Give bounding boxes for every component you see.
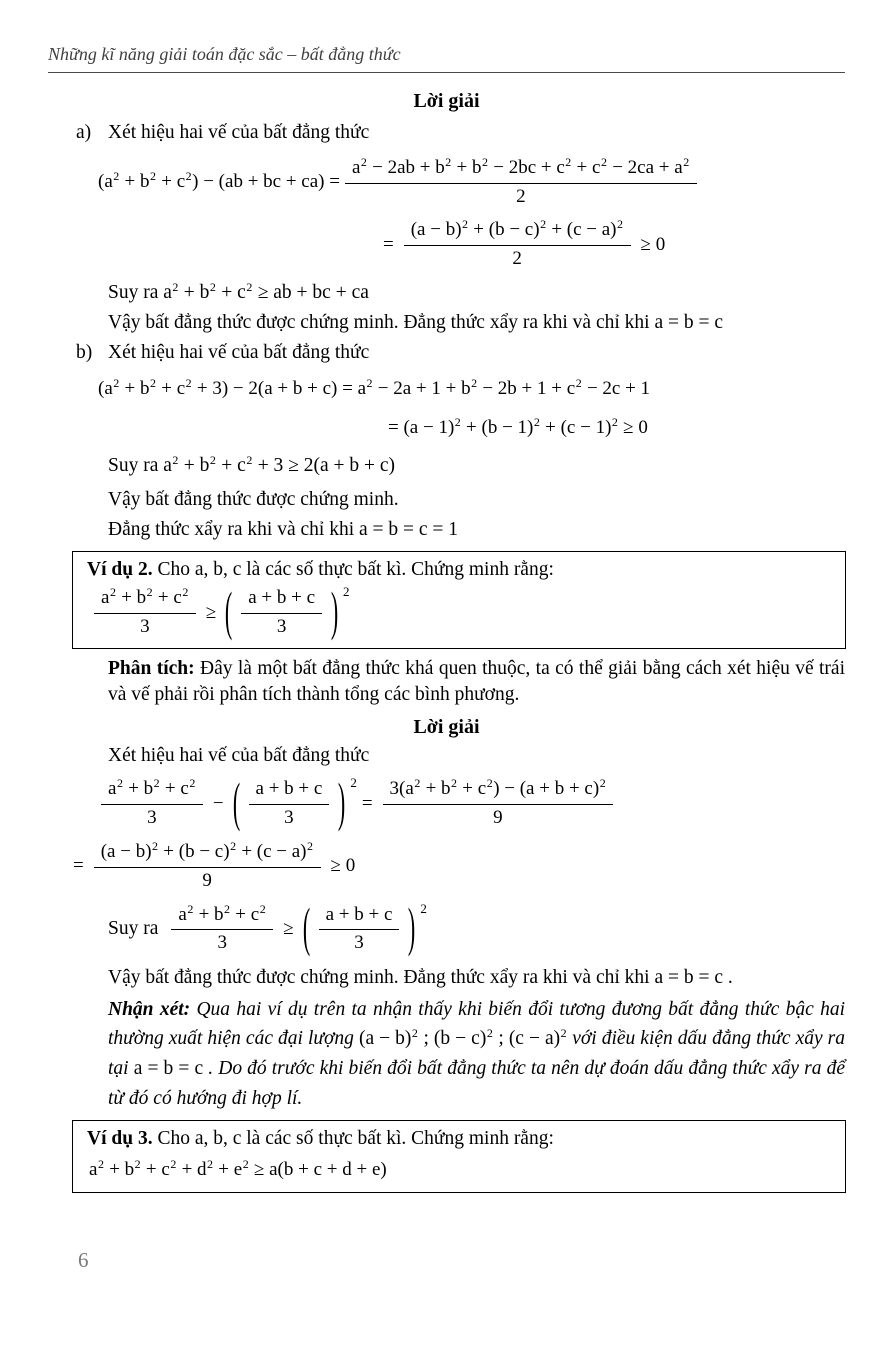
list-item-b xyxy=(48,340,845,367)
close-paren: ) xyxy=(330,580,339,642)
numerator: $a^2 - 2ab + b^2 + b^2 - 2bc + c^2 + c^2 - 2ca + a^2$ xyxy=(351,154,690,178)
remark-paragraph xyxy=(108,995,845,1114)
open-paren: ( xyxy=(232,771,240,834)
suyra-a-line: Suy ra $a^2 + b^2 + c^2$ ≥ ab + bc + ca xyxy=(108,279,369,303)
equation-a1 xyxy=(98,156,845,209)
denominator: 3 xyxy=(319,929,400,955)
analysis-paragraph xyxy=(108,656,845,709)
equals-sign: = xyxy=(73,855,84,877)
fraction xyxy=(319,903,400,956)
denominator: 3 xyxy=(249,804,330,830)
remark-text-2: với điều kiện dấu đẳng thức xẩy ra tại xyxy=(108,1028,846,1080)
conclusion-b1-line: Vậy bất đẳng thức được chứng minh. xyxy=(108,488,399,510)
example3-text: Cho a, b, c là các số thực bất kì. Chứng minh rằng: xyxy=(152,1128,554,1150)
equation-c2 xyxy=(68,840,845,893)
denominator: 3 xyxy=(171,929,273,955)
remark-math-2: a = b = c xyxy=(133,1058,204,1080)
numerator: $a^2 + b^2 + c^2$ xyxy=(178,901,266,925)
conclusion-c-line: Vậy bất đẳng thức được chứng minh. Đẳng thức xẩy ra khi và chỉ khi a = b = c . xyxy=(108,967,733,989)
numerator: a + b + c xyxy=(248,587,316,609)
example2-text: Cho a, b, c là các số thực bất kì. Chứng minh rằng: xyxy=(152,558,554,580)
minus-sign: − xyxy=(212,792,224,814)
running-header-title: Những kĩ năng giải toán đặc sắc – bất đẳng thức xyxy=(48,44,401,64)
inequality-tail: ≥ 0 xyxy=(640,233,666,255)
inequality-tail: ≥ 0 xyxy=(330,855,356,877)
geq-sign: ≥ xyxy=(205,601,217,623)
example3-statement xyxy=(87,1126,831,1153)
numerator: $a^2 + b^2 + c^2$ xyxy=(108,776,196,800)
list-item-a xyxy=(48,120,845,147)
running-header xyxy=(48,44,845,73)
solution1-title: Lời giải xyxy=(413,90,480,112)
conclusion-a-line: Vậy bất đẳng thức được chứng minh. Đẳng thức xẩy ra khi và chỉ khi a = b = c xyxy=(108,312,724,334)
item-b-label: b) xyxy=(76,341,93,363)
open-paren: ( xyxy=(225,580,233,642)
page-content xyxy=(48,86,845,1193)
item-b-text: Xét hiệu hai vế của bất đẳng thức xyxy=(108,341,370,363)
equation-a2 xyxy=(378,218,845,271)
example3-box xyxy=(72,1120,846,1192)
remark-text-1: Qua hai ví dụ trên ta nhận thấy khi biến đổi tương đương bất đẳng thức bậc hai thường xuất hiện các đại lượng xyxy=(108,998,845,1050)
exponent: 2 xyxy=(420,900,427,916)
example3-label: Ví dụ 3. xyxy=(87,1128,153,1150)
denominator: 2 xyxy=(404,245,631,271)
suyra-label: Suy ra xyxy=(108,917,159,939)
equation-a1-lhs: $(a^2 + b^2 + c^2) - (ab$ + bc + ca) = xyxy=(98,169,340,193)
equals-sign: = xyxy=(361,792,373,814)
equation-c3 xyxy=(108,897,845,959)
equation-b2: = $(a - 1)^2 + (b - 1)^2 + (c - 1)^2 \ge 0$ xyxy=(388,415,648,439)
fraction xyxy=(404,218,631,271)
solution2-intro: Xét hiệu hai vế của bất đẳng thức xyxy=(108,744,370,766)
open-paren: ( xyxy=(302,897,310,959)
exponent: 2 xyxy=(350,775,357,791)
denominator: 2 xyxy=(345,183,697,209)
parenthesized-fraction xyxy=(229,771,357,834)
numerator: a + b + c xyxy=(255,778,323,800)
analysis-text: Đây là một bất đẳng thức khá quen thuộc, ta có thể giải bằng cách xét hiệu vế trái và vế phải rồi phân tích thành tổng các bình phương. xyxy=(108,657,845,706)
parenthesized-fraction xyxy=(299,897,427,959)
close-paren: ) xyxy=(408,897,416,959)
example2-statement xyxy=(87,557,831,584)
item-a-label: a) xyxy=(76,122,92,144)
remark-label: Nhận xét: xyxy=(108,998,191,1020)
denominator: 3 xyxy=(241,613,322,639)
fraction xyxy=(241,586,322,639)
suyra-b-line: Suy ra $a^2 + b^2 + c^2 + 3 \ge 2(a + b + c)$ xyxy=(108,453,396,477)
numerator: $(a - b)^2 + (b - c)^2 + (c - a)^2$ xyxy=(410,217,624,241)
numerator: a + b + c xyxy=(325,903,393,925)
denominator: 3 xyxy=(94,613,196,639)
page-number: 6 xyxy=(78,1248,89,1272)
denominator: 3 xyxy=(101,804,203,830)
equation-c1 xyxy=(96,771,845,834)
close-paren: ) xyxy=(338,771,346,834)
remark-text-3: . Do đó trước khi biến đổi bất đẳng thức ta nên dự đoán dấu đẳng thức xẩy ra để từ đó có hướng đi hợp lí. xyxy=(108,1058,845,1109)
numerator: $3(a^2 + b^2 + c^2) - (a + b + c)^2$ xyxy=(389,776,606,800)
example2-label: Ví dụ 2. xyxy=(87,558,153,580)
fraction xyxy=(345,156,697,209)
numerator: $a^2 + b^2 + c^2$ xyxy=(101,585,189,609)
parenthesized-fraction xyxy=(221,580,350,642)
solution2-title: Lời giải xyxy=(413,715,480,738)
example2-equation xyxy=(89,580,831,642)
fraction xyxy=(171,903,273,956)
equation-b1: $(a^2 + b^2 + c^2 + 3) - 2(a + b + c) = a^2 - 2a + 1 + b^2 - 2b + 1 + c^2 - 2c + 1$ xyxy=(98,376,651,400)
analysis-label: Phân tích: xyxy=(108,657,195,679)
fraction xyxy=(249,777,330,830)
equals-sign: = xyxy=(383,233,394,255)
exponent: 2 xyxy=(343,584,350,600)
geq-sign: ≥ xyxy=(283,918,294,940)
denominator: 9 xyxy=(94,867,321,893)
numerator: $(a - b)^2 + (b - c)^2 + (c - a)^2$ xyxy=(100,839,314,863)
example2-box xyxy=(72,551,846,649)
remark-math-1: $(a - b)^2$ ; $(b - c)^2$ ; $(c - a)^2$ xyxy=(358,1026,567,1050)
item-a-text: Xét hiệu hai vế của bất đẳng thức xyxy=(108,122,370,144)
denominator: 9 xyxy=(383,804,614,830)
example3-equation: $a^2 + b^2 + c^2 + d^2 + e^2 \ge a(b + c + d + e)$ xyxy=(89,1156,387,1180)
fraction xyxy=(101,777,203,830)
fraction xyxy=(383,777,614,830)
fraction xyxy=(94,840,321,893)
fraction xyxy=(94,586,196,639)
conclusion-b2-line: Đẳng thức xẩy ra khi và chỉ khi a = b = c = 1 xyxy=(108,519,459,541)
